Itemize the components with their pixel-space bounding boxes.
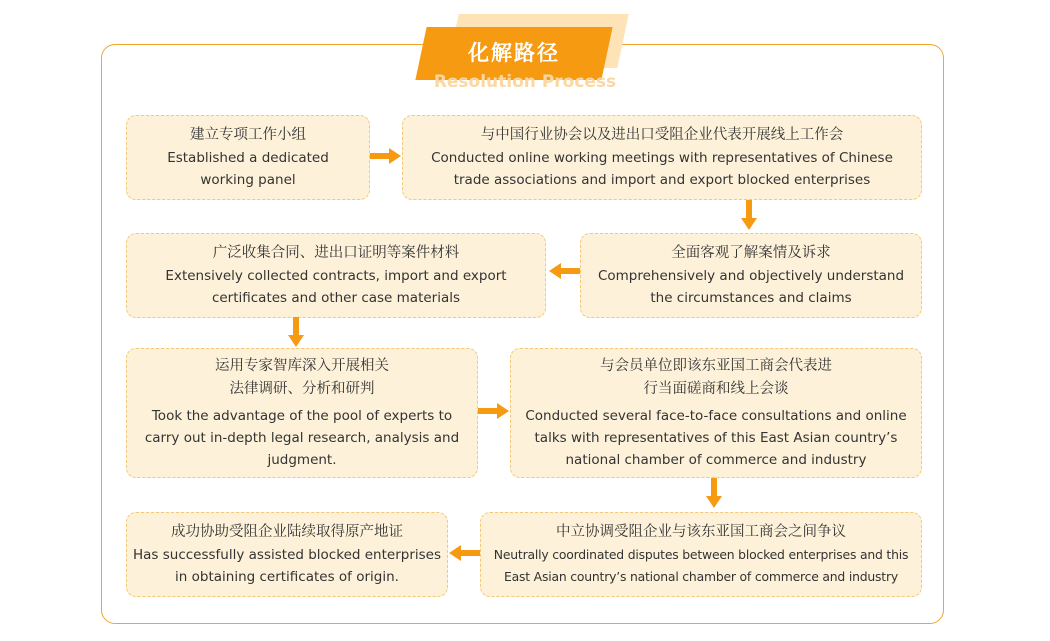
step-7-en-line1: Neutrally coordinated disputes between blocked enterprises and this [493, 547, 909, 562]
step-5-cn-line1: 运用专家智库深入开展相关 [215, 358, 389, 374]
step-8-box [126, 512, 448, 597]
step-3-en-line2: the circumstances and claims [650, 290, 852, 306]
arrow-down-6-to-7 [705, 478, 723, 510]
arrow-right-5-to-6 [478, 402, 510, 420]
step-1-cn: 建立专项工作小组 [190, 127, 306, 143]
step-6-en-line3: national chamber of commerce and industry [565, 452, 867, 468]
step-8-cn: 成功协助受阻企业陆续取得原产地证 [171, 524, 403, 540]
step-2-en-line2: trade associations and import and export blocked enterprises [453, 172, 871, 188]
step-1-en-line1: Established a dedicated [167, 150, 329, 166]
step-4-en-line2: certificates and other case materials [211, 290, 461, 306]
step-7-cn: 中立协调受阻企业与该东亚国工商会之间争议 [556, 524, 846, 540]
arrow-down-4-to-5 [287, 317, 305, 349]
arrow-left-7-to-8 [448, 544, 480, 562]
step-1-en-line2: working panel [200, 172, 296, 188]
arrow-down-2-to-3 [740, 200, 758, 232]
step-2-cn: 与中国行业协会以及进出口受阻企业代表开展线上工作会 [480, 127, 844, 143]
step-6-en-line2: talks with representatives of this East Asian country’s [534, 430, 898, 446]
step-8-en-line1: Has successfully assisted blocked enterprises [133, 547, 441, 563]
step-4-en-line1: Extensively collected contracts, import and export [165, 268, 507, 284]
step-7-box [480, 512, 922, 597]
step-4-box [126, 233, 546, 318]
step-3-en-line1: Comprehensively and objectively understand [597, 268, 905, 284]
arrow-left-3-to-4 [548, 262, 580, 280]
step-6-cn-line1: 与会员单位即该东亚国工商会代表进 [600, 358, 832, 374]
step-5-box [126, 348, 478, 478]
step-7-en-line2: East Asian country’s national chamber of commerce and industry [504, 569, 898, 584]
step-2-en-line1: Conducted online working meetings with representatives of Chinese [431, 150, 893, 166]
step-3-box [580, 233, 922, 318]
step-5-en-line2: carry out in-depth legal research, analysis and [144, 430, 460, 446]
step-8-en-line2: in obtaining certificates of origin. [175, 569, 399, 585]
step-5-cn-line2: 法律调研、分析和研判 [229, 381, 375, 397]
title-block [415, 14, 635, 94]
step-5-en-line3: judgment. [267, 452, 337, 468]
step-5-en-line1: Took the advantage of the pool of experts to [151, 408, 453, 424]
title-chinese: 化解路径 [468, 41, 560, 65]
step-1-box [126, 115, 370, 200]
step-6-cn-line2: 行当面磋商和线上会谈 [643, 381, 789, 397]
title-english: Resolution Process [433, 72, 617, 92]
step-3-cn: 全面客观了解案情及诉求 [671, 245, 831, 261]
step-4-cn: 广泛收集合同、进出口证明等案件材料 [212, 245, 460, 261]
step-6-box [510, 348, 922, 478]
step-2-box [402, 115, 922, 200]
step-6-en-line1: Conducted several face-to-face consultations and online [525, 408, 907, 424]
arrow-right-1-to-2 [370, 147, 402, 165]
